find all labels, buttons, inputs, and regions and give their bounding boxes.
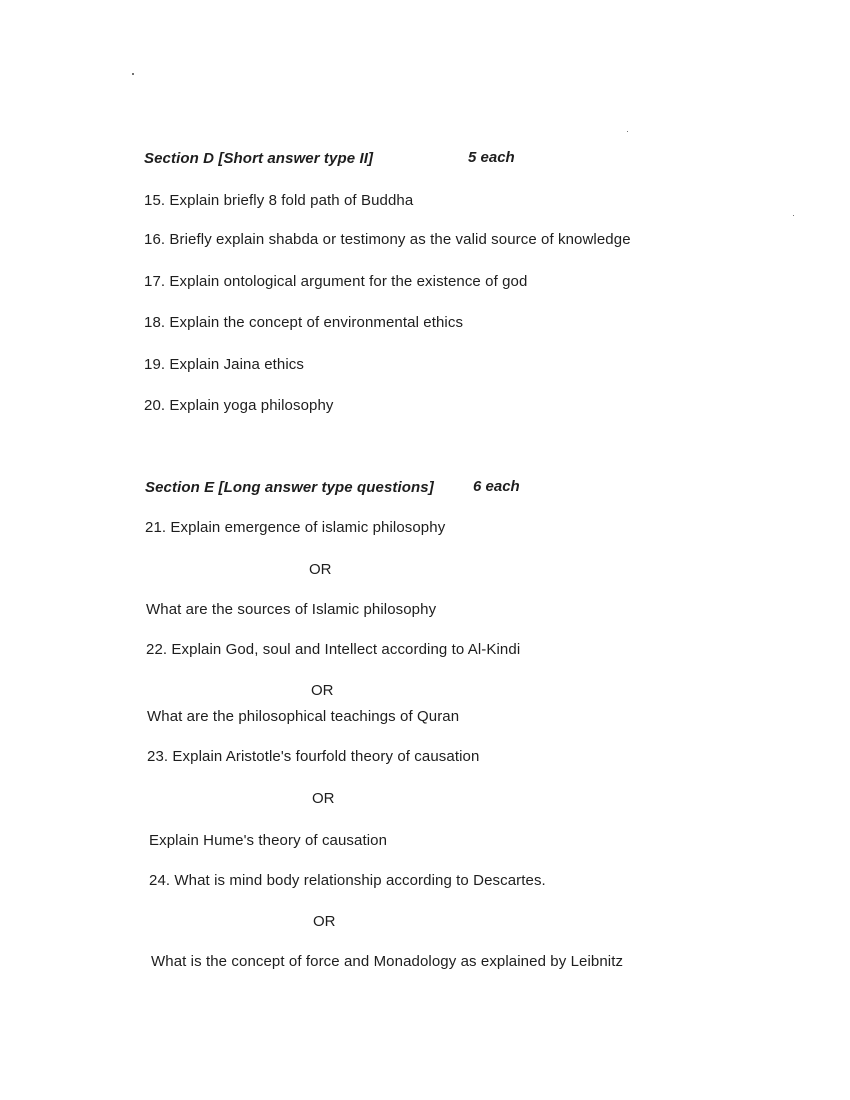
question-17: 17. Explain ontological argument for the existence of god	[144, 273, 528, 290]
question-21: 21. Explain emergence of islamic philosophy	[145, 519, 446, 536]
question-23: 23. Explain Aristotle's fourfold theory of causation	[147, 748, 480, 765]
question-24-alternative: What is the concept of force and Monadology as explained by Leibnitz	[151, 953, 624, 970]
question-15: 15. Explain briefly 8 fold path of Buddha	[144, 192, 414, 209]
or-label: OR	[313, 913, 336, 930]
question-18: 18. Explain the concept of environmental ethics	[144, 314, 464, 331]
question-20: 20. Explain yoga philosophy	[144, 397, 334, 414]
section-d-marks: 5 each	[468, 149, 515, 166]
question-21-alternative: What are the sources of Islamic philosophy	[146, 601, 437, 618]
section-d-heading: Section D [Short answer type II]	[144, 150, 374, 167]
question-16: 16. Briefly explain shabda or testimony as the valid source of knowledge	[144, 231, 631, 248]
section-e-marks: 6 each	[473, 478, 520, 495]
scan-speck	[627, 131, 628, 132]
question-24: 24. What is mind body relationship according to Descartes.	[149, 872, 546, 889]
question-22-alternative: What are the philosophical teachings of Quran	[147, 708, 460, 725]
question-22: 22. Explain God, soul and Intellect according to Al-Kindi	[146, 641, 521, 658]
question-23-alternative: Explain Hume's theory of causation	[149, 832, 388, 849]
question-19: 19. Explain Jaina ethics	[144, 356, 304, 373]
or-label: OR	[312, 790, 335, 807]
scan-speck	[132, 73, 134, 75]
section-e-heading: Section E [Long answer type questions]	[145, 479, 434, 496]
or-label: OR	[311, 682, 334, 699]
or-label: OR	[309, 561, 332, 578]
scan-speck	[793, 215, 794, 216]
